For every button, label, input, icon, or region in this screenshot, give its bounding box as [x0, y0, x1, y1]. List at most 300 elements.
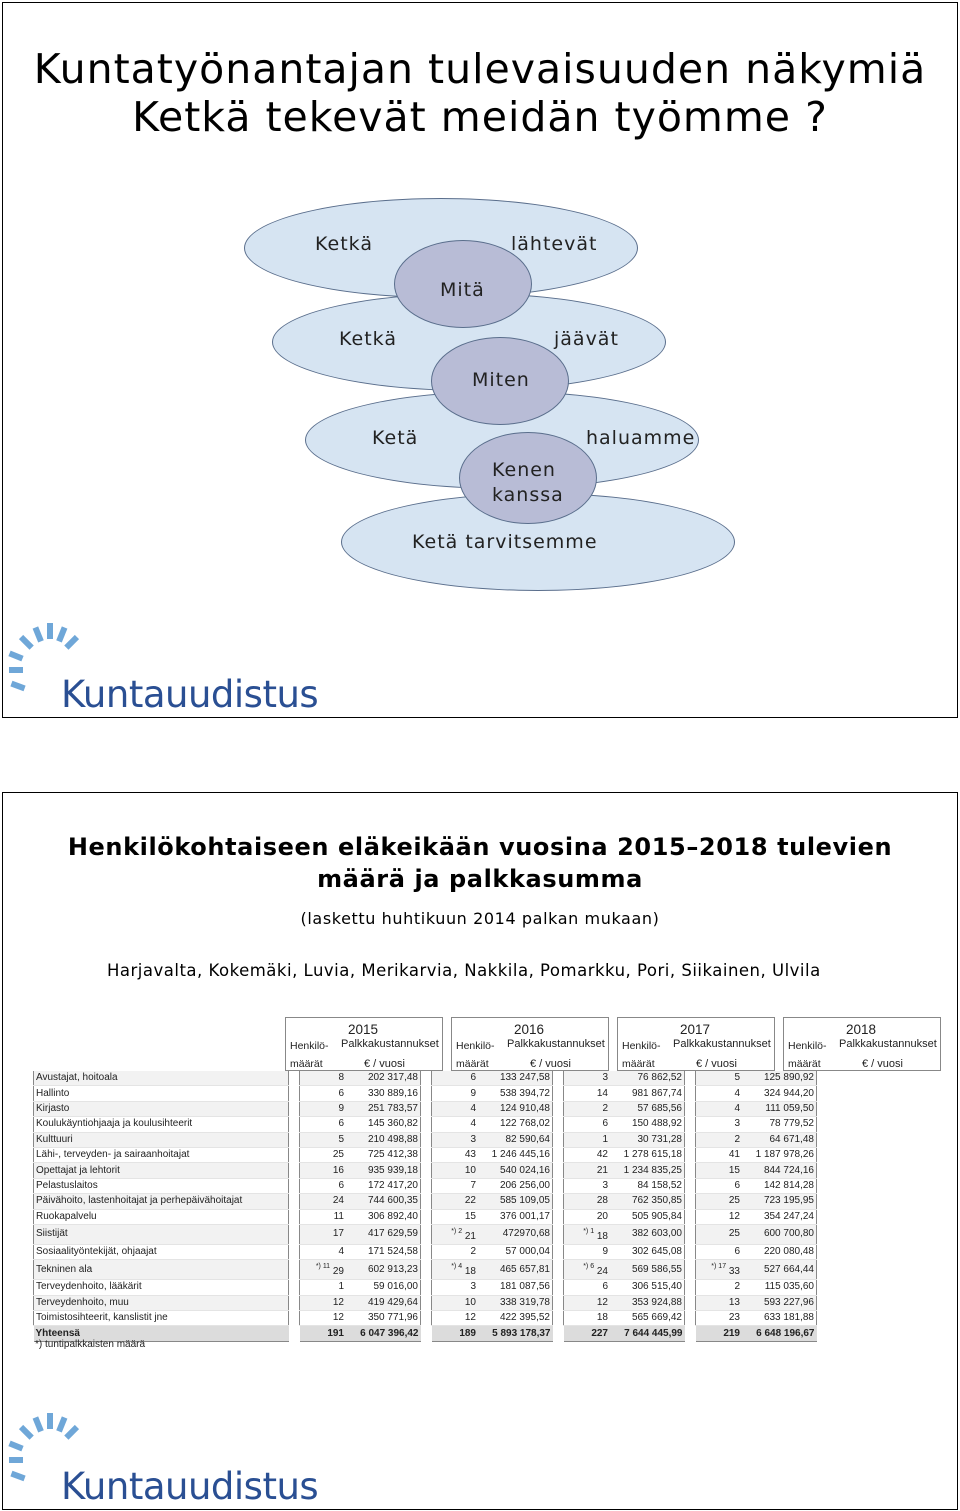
column-gap — [289, 1280, 300, 1295]
salary-cell: 593 227,96 — [742, 1295, 817, 1310]
headcount-cell — [432, 1209, 479, 1224]
headcount-cell — [564, 1260, 611, 1280]
headcount-cell — [300, 1224, 347, 1244]
headcount-value: 1 — [338, 1281, 344, 1293]
headcount-value: 24 — [596, 1266, 608, 1278]
headcount-cell — [564, 1224, 611, 1244]
column-gap — [289, 1194, 300, 1209]
headcount-cell — [432, 1071, 479, 1086]
headcount-value: 12 — [332, 1312, 344, 1324]
headcount-value: 3 — [470, 1133, 476, 1145]
table-row — [34, 1209, 817, 1224]
year-label: 2015 — [348, 1022, 379, 1037]
headcount-cell — [300, 1311, 347, 1326]
maarat-header: määrät — [290, 1058, 323, 1070]
salary-cell: 1 246 445,16 — [478, 1147, 553, 1162]
column-gap — [553, 1311, 564, 1326]
headcount-cell — [300, 1101, 347, 1116]
column-gap — [421, 1101, 432, 1116]
headcount-value: 14 — [596, 1087, 608, 1099]
column-gap — [685, 1132, 696, 1147]
headcount-cell — [564, 1086, 611, 1101]
salary-cell: 30 731,28 — [610, 1132, 685, 1147]
salary-cell: 472970,68 — [478, 1224, 553, 1244]
headcount-value: 20 — [596, 1210, 608, 1222]
column-gap — [553, 1117, 564, 1132]
salary-cell: 1 187 978,26 — [742, 1147, 817, 1162]
total-salary: 6 648 196,67 — [742, 1326, 817, 1341]
palkka-header: Palkkakustannukset — [341, 1038, 439, 1050]
salary-cell: 171 524,58 — [346, 1244, 421, 1259]
headcount-cell — [696, 1101, 743, 1116]
headcount-cell — [432, 1194, 479, 1209]
salary-cell: 633 181,88 — [742, 1311, 817, 1326]
salary-cell: 330 889,16 — [346, 1086, 421, 1101]
headcount-cell — [564, 1209, 611, 1224]
slide-1 — [2, 2, 958, 718]
column-gap — [421, 1117, 432, 1132]
headcount-cell — [300, 1194, 347, 1209]
column-gap — [685, 1280, 696, 1295]
salary-cell: 1 234 835,25 — [610, 1163, 685, 1178]
column-gap — [553, 1071, 564, 1086]
headcount-cell — [696, 1244, 743, 1259]
henkilo-header: Henkilö- — [456, 1040, 495, 1052]
headcount-cell — [564, 1295, 611, 1310]
column-gap — [685, 1244, 696, 1259]
headcount-cell — [300, 1132, 347, 1147]
total-salary: 5 893 178,37 — [478, 1326, 553, 1341]
headcount-cell — [432, 1244, 479, 1259]
column-gap — [289, 1209, 300, 1224]
label-haluamme: haluamme — [586, 427, 696, 449]
salary-cell: 115 035,60 — [742, 1280, 817, 1295]
headcount-value: 6 — [470, 1072, 476, 1084]
headcount-value: 10 — [464, 1296, 476, 1308]
column-gap — [421, 1132, 432, 1147]
henkilo-header: Henkilö- — [788, 1040, 827, 1052]
headcount-cell — [564, 1101, 611, 1116]
henkilo-header: Henkilö- — [290, 1040, 329, 1052]
column-gap — [421, 1260, 432, 1280]
column-gap — [553, 1244, 564, 1259]
column-gap — [289, 1132, 300, 1147]
headcount-value: 25 — [332, 1149, 344, 1161]
headcount-cell — [300, 1147, 347, 1162]
category-cell: Lähi-, terveyden- ja sairaanhoitajat — [34, 1147, 289, 1162]
label-kenen: Kenen — [492, 459, 556, 481]
headcount-value: 17 — [332, 1228, 344, 1240]
headcount-cell — [432, 1101, 479, 1116]
headcount-value: 21 — [596, 1164, 608, 1176]
year-label: 2016 — [514, 1022, 545, 1037]
category-cell: Koulukäyntiohjaaja ja koulusihteerit — [34, 1117, 289, 1132]
slide-2-title-line2: määrä ja palkkasumma — [317, 865, 643, 893]
headcount-value: 6 — [734, 1179, 740, 1191]
headcount-cell — [300, 1244, 347, 1259]
footnote-marker: *) 6 — [583, 1263, 595, 1271]
column-gap — [289, 1101, 300, 1116]
headcount-cell — [564, 1071, 611, 1086]
headcount-value: 6 — [338, 1179, 344, 1191]
headcount-value: 10 — [464, 1164, 476, 1176]
column-gap — [553, 1280, 564, 1295]
total-label: Yhteensä — [34, 1326, 289, 1341]
label-jaavat: jäävät — [554, 328, 619, 350]
headcount-cell — [432, 1295, 479, 1310]
year-header-2016 — [451, 1017, 609, 1071]
headcount-value: 3 — [734, 1118, 740, 1130]
table-row — [34, 1244, 817, 1259]
headcount-cell — [300, 1071, 347, 1086]
year-header-2017 — [617, 1017, 775, 1071]
headcount-cell — [696, 1163, 743, 1178]
salary-cell: 353 924,88 — [610, 1295, 685, 1310]
headcount-value: 2 — [734, 1281, 740, 1293]
headcount-value: 2 — [734, 1133, 740, 1145]
table-row — [34, 1163, 817, 1178]
headcount-cell — [300, 1178, 347, 1193]
headcount-cell — [564, 1194, 611, 1209]
category-cell: Pelastuslaitos — [34, 1178, 289, 1193]
category-cell: Terveydenhoito, lääkärit — [34, 1280, 289, 1295]
column-gap — [289, 1117, 300, 1132]
category-cell: Siistijät — [34, 1224, 289, 1244]
headcount-value: 25 — [728, 1195, 740, 1207]
salary-cell: 125 890,92 — [742, 1071, 817, 1086]
salary-cell: 64 671,48 — [742, 1132, 817, 1147]
column-gap — [553, 1209, 564, 1224]
headcount-value: 28 — [596, 1195, 608, 1207]
salary-cell: 844 724,16 — [742, 1163, 817, 1178]
headcount-value: 8 — [338, 1072, 344, 1084]
headcount-cell — [432, 1178, 479, 1193]
headcount-value: 12 — [728, 1210, 740, 1222]
headcount-value: 9 — [602, 1246, 608, 1258]
headcount-value: 33 — [728, 1266, 740, 1278]
table-row — [34, 1101, 817, 1116]
salary-cell: 111 059,50 — [742, 1101, 817, 1116]
headcount-value: 7 — [470, 1179, 476, 1191]
headcount-value: 4 — [734, 1087, 740, 1099]
palkka-header: Palkkakustannukset — [673, 1038, 771, 1050]
category-cell: Toimistosihteerit, kanslistit jne — [34, 1311, 289, 1326]
salary-cell: 338 319,78 — [478, 1295, 553, 1310]
henkilo-header: Henkilö- — [622, 1040, 661, 1052]
headcount-value: 22 — [464, 1195, 476, 1207]
salary-cell: 419 429,64 — [346, 1295, 421, 1310]
headcount-value: 15 — [464, 1210, 476, 1222]
column-gap — [553, 1101, 564, 1116]
salary-cell: 124 910,48 — [478, 1101, 553, 1116]
column-gap — [685, 1117, 696, 1132]
table-row — [34, 1178, 817, 1193]
salary-cell: 220 080,48 — [742, 1244, 817, 1259]
headcount-value: 4 — [734, 1102, 740, 1114]
towns-list: Harjavalta, Kokemäki, Luvia, Merikarvia, Nakkila, Pomarkku, Pori, Siikainen, Ulvila — [107, 961, 821, 980]
headcount-value: 41 — [728, 1149, 740, 1161]
salary-cell: 600 700,80 — [742, 1224, 817, 1244]
column-gap — [685, 1260, 696, 1280]
headcount-value: 5 — [338, 1133, 344, 1145]
headcount-cell — [564, 1163, 611, 1178]
salary-cell: 744 600,35 — [346, 1194, 421, 1209]
vuosi-header: € / vuosi — [530, 1058, 571, 1070]
headcount-value: 6 — [602, 1281, 608, 1293]
headcount-cell — [432, 1086, 479, 1101]
column-gap — [289, 1178, 300, 1193]
headcount-value: 11 — [333, 1210, 344, 1222]
salary-cell: 206 256,00 — [478, 1178, 553, 1193]
column-gap — [553, 1295, 564, 1310]
headcount-cell — [432, 1311, 479, 1326]
column-gap — [421, 1147, 432, 1162]
maarat-header: määrät — [622, 1058, 655, 1070]
category-cell: Opettajat ja lehtorit — [34, 1163, 289, 1178]
column-gap — [685, 1194, 696, 1209]
salary-cell: 465 657,81 — [478, 1260, 553, 1280]
total-headcount: 191 — [300, 1326, 347, 1341]
salary-cell: 251 783,57 — [346, 1101, 421, 1116]
headcount-value: 18 — [464, 1266, 476, 1278]
footnote: *) tuntipalkkaisten määrä — [35, 1339, 146, 1350]
headcount-cell — [564, 1147, 611, 1162]
table-row — [34, 1295, 817, 1310]
table-row — [34, 1260, 817, 1280]
column-gap — [289, 1260, 300, 1280]
salary-cell: 382 603,00 — [610, 1224, 685, 1244]
label-lahtevat: lähtevät — [511, 233, 598, 255]
headcount-cell — [300, 1209, 347, 1224]
column-gap — [289, 1163, 300, 1178]
salary-cell: 723 195,95 — [742, 1194, 817, 1209]
headcount-value: 1 — [602, 1133, 608, 1145]
headcount-cell — [696, 1311, 743, 1326]
column-gap — [553, 1178, 564, 1193]
label-keta-tarvitsemme: Ketä tarvitsemme — [412, 531, 598, 553]
salary-cell: 306 892,40 — [346, 1209, 421, 1224]
headcount-cell — [300, 1163, 347, 1178]
headcount-value: 12 — [596, 1296, 608, 1308]
category-cell: Kulttuuri — [34, 1132, 289, 1147]
headcount-value: 2 — [470, 1246, 476, 1258]
salary-cell: 302 645,08 — [610, 1244, 685, 1259]
year-label: 2017 — [680, 1022, 711, 1037]
retirement-table — [33, 1071, 817, 1342]
salary-cell: 762 350,85 — [610, 1194, 685, 1209]
headcount-value: 3 — [602, 1179, 608, 1191]
footnote-marker: *) 1 — [583, 1227, 595, 1235]
column-gap — [685, 1178, 696, 1193]
salary-cell: 210 498,88 — [346, 1132, 421, 1147]
label-mita: Mitä — [440, 279, 485, 301]
salary-cell: 935 939,18 — [346, 1163, 421, 1178]
salary-cell: 565 669,42 — [610, 1311, 685, 1326]
year-header-2018 — [783, 1017, 941, 1071]
palkka-header: Palkkakustannukset — [839, 1038, 937, 1050]
maarat-header: määrät — [788, 1058, 821, 1070]
table-row — [34, 1132, 817, 1147]
headcount-value: 18 — [596, 1312, 608, 1324]
column-gap — [685, 1224, 696, 1244]
salary-cell: 133 247,58 — [478, 1071, 553, 1086]
salary-cell: 417 629,59 — [346, 1224, 421, 1244]
headcount-value: 6 — [338, 1118, 344, 1130]
column-gap — [553, 1260, 564, 1280]
salary-cell: 78 779,52 — [742, 1117, 817, 1132]
category-cell: Avustajat, hoitoala — [34, 1071, 289, 1086]
column-gap — [289, 1086, 300, 1101]
label-ketka-1: Ketkä — [315, 233, 373, 255]
salary-cell: 376 001,17 — [478, 1209, 553, 1224]
headcount-value: 23 — [728, 1312, 740, 1324]
column-gap — [685, 1086, 696, 1101]
headcount-cell — [696, 1086, 743, 1101]
category-cell: Sosiaalityöntekijät, ohjaajat — [34, 1244, 289, 1259]
headcount-value: 18 — [596, 1230, 608, 1242]
headcount-cell — [564, 1132, 611, 1147]
column-gap — [421, 1224, 432, 1244]
headcount-value: 6 — [338, 1087, 344, 1099]
column-gap — [685, 1311, 696, 1326]
headcount-cell — [432, 1132, 479, 1147]
headcount-value: 25 — [728, 1228, 740, 1240]
column-gap — [421, 1071, 432, 1086]
headcount-cell — [300, 1295, 347, 1310]
column-gap — [685, 1101, 696, 1116]
column-gap — [421, 1209, 432, 1224]
salary-cell: 981 867,74 — [610, 1086, 685, 1101]
total-row — [34, 1326, 817, 1341]
headcount-cell — [696, 1260, 743, 1280]
salary-cell: 59 016,00 — [346, 1280, 421, 1295]
column-gap — [553, 1194, 564, 1209]
headcount-value: 43 — [464, 1149, 476, 1161]
headcount-value: 3 — [470, 1281, 476, 1293]
column-gap — [289, 1311, 300, 1326]
slide-2-subtitle: (laskettu huhtikuun 2014 palkan mukaan) — [300, 909, 660, 928]
table-row — [34, 1147, 817, 1162]
salary-cell: 569 586,55 — [610, 1260, 685, 1280]
column-gap — [289, 1326, 300, 1341]
headcount-cell — [432, 1224, 479, 1244]
year-label: 2018 — [846, 1022, 877, 1037]
headcount-value: 4 — [470, 1102, 476, 1114]
headcount-cell — [564, 1311, 611, 1326]
salary-cell: 505 905,84 — [610, 1209, 685, 1224]
category-cell: Päivähoito, lastenhoitajat ja perhepäivähoitajat — [34, 1194, 289, 1209]
headcount-cell — [300, 1117, 347, 1132]
headcount-cell — [696, 1147, 743, 1162]
headcount-cell — [696, 1295, 743, 1310]
headcount-cell — [696, 1071, 743, 1086]
salary-cell: 422 395,52 — [478, 1311, 553, 1326]
headcount-value: 15 — [728, 1164, 740, 1176]
column-gap — [421, 1326, 432, 1341]
salary-cell: 142 814,28 — [742, 1178, 817, 1193]
column-gap — [421, 1244, 432, 1259]
headcount-cell — [564, 1117, 611, 1132]
headcount-cell — [300, 1280, 347, 1295]
column-gap — [553, 1086, 564, 1101]
headcount-cell — [432, 1260, 479, 1280]
salary-cell: 540 024,16 — [478, 1163, 553, 1178]
headcount-cell — [564, 1178, 611, 1193]
salary-cell: 725 412,38 — [346, 1147, 421, 1162]
category-cell: Hallinto — [34, 1086, 289, 1101]
headcount-cell — [696, 1178, 743, 1193]
headcount-cell — [696, 1132, 743, 1147]
column-gap — [685, 1163, 696, 1178]
kuntauudistus-logo-text-2: Kuntauudistus — [61, 1465, 319, 1508]
column-gap — [421, 1163, 432, 1178]
salary-cell: 602 913,23 — [346, 1260, 421, 1280]
footnote-marker: *) 2 — [451, 1227, 463, 1235]
column-gap — [553, 1163, 564, 1178]
salary-cell: 354 247,24 — [742, 1209, 817, 1224]
headcount-cell — [432, 1117, 479, 1132]
salary-cell: 527 664,44 — [742, 1260, 817, 1280]
column-gap — [553, 1224, 564, 1244]
salary-cell: 585 109,05 — [478, 1194, 553, 1209]
headcount-value: 29 — [332, 1266, 344, 1278]
salary-cell: 150 488,92 — [610, 1117, 685, 1132]
salary-cell: 76 862,52 — [610, 1071, 685, 1086]
headcount-value: 13 — [728, 1296, 740, 1308]
column-gap — [553, 1326, 564, 1341]
slide-2 — [2, 792, 958, 1510]
salary-cell: 181 087,56 — [478, 1280, 553, 1295]
total-headcount: 227 — [564, 1326, 611, 1341]
vuosi-header: € / vuosi — [862, 1058, 903, 1070]
table-row — [34, 1224, 817, 1244]
total-headcount: 219 — [696, 1326, 743, 1341]
label-kanssa: kanssa — [492, 484, 564, 506]
headcount-value: 6 — [734, 1246, 740, 1258]
column-gap — [421, 1311, 432, 1326]
footnote-marker: *) 17 — [711, 1263, 727, 1271]
salary-cell: 82 590,64 — [478, 1132, 553, 1147]
total-salary: 7 644 445,99 — [610, 1326, 685, 1341]
headcount-value: 12 — [464, 1312, 476, 1324]
table-row — [34, 1311, 817, 1326]
column-gap — [289, 1224, 300, 1244]
headcount-value: 24 — [332, 1195, 344, 1207]
column-gap — [421, 1086, 432, 1101]
headcount-value: 21 — [464, 1230, 476, 1242]
column-gap — [685, 1209, 696, 1224]
column-gap — [553, 1147, 564, 1162]
headcount-value: 2 — [602, 1102, 608, 1114]
palkka-header: Palkkakustannukset — [507, 1038, 605, 1050]
salary-cell: 306 515,40 — [610, 1280, 685, 1295]
headcount-cell — [300, 1086, 347, 1101]
maarat-header: määrät — [456, 1058, 489, 1070]
category-cell: Terveydenhoito, muu — [34, 1295, 289, 1310]
salary-cell: 538 394,72 — [478, 1086, 553, 1101]
footnote-marker: *) 11 — [315, 1263, 331, 1271]
headcount-cell — [696, 1194, 743, 1209]
slide-2-title-line1: Henkilökohtaiseen eläkeikään vuosina 2015–2018 tulevien — [67, 833, 893, 861]
table-row — [34, 1086, 817, 1101]
headcount-cell — [300, 1260, 347, 1280]
table-row — [34, 1280, 817, 1295]
footnote-marker: *) 4 — [451, 1263, 463, 1271]
column-gap — [289, 1071, 300, 1086]
headcount-value: 12 — [332, 1296, 344, 1308]
salary-cell: 172 417,20 — [346, 1178, 421, 1193]
total-salary: 6 047 396,42 — [346, 1326, 421, 1341]
